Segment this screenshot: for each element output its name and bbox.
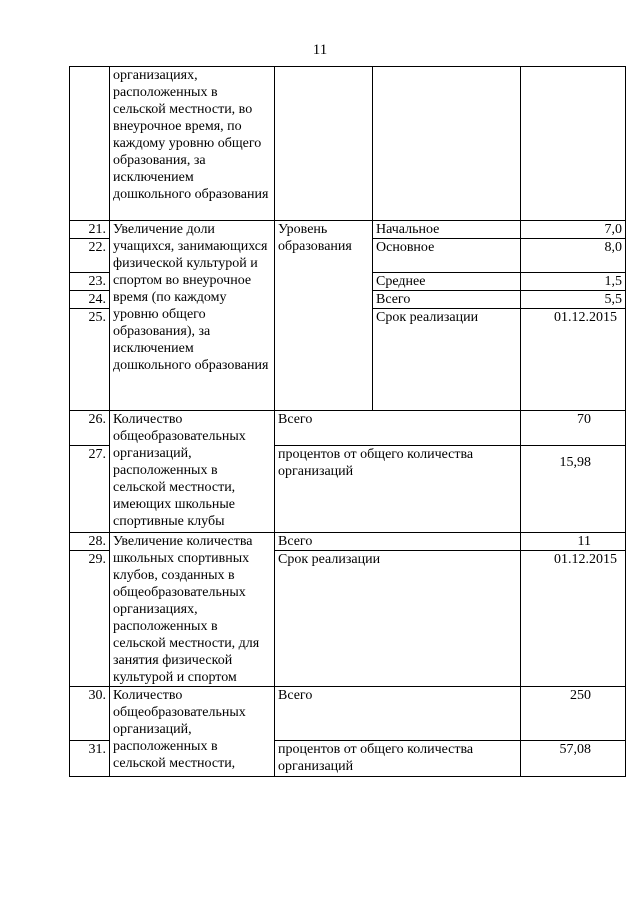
param-cell	[275, 67, 373, 221]
value-cell: 11	[521, 533, 626, 551]
label-cell: Основное	[373, 239, 521, 273]
table-row	[70, 67, 626, 221]
label-cell: процентов от общего количества организаций	[275, 446, 521, 533]
indicator-cell: Количество общеобразовательных организаций, расположенных в сельской местности,	[110, 687, 275, 777]
row-number: 24.	[70, 291, 110, 309]
row-number: 25.	[70, 309, 110, 411]
label-cell: Всего	[373, 291, 521, 309]
table-row	[70, 687, 626, 741]
value-cell: 8,0	[521, 239, 626, 273]
value-cell: 70	[521, 411, 626, 446]
table-row	[70, 411, 626, 446]
value-cell: 250	[521, 687, 626, 741]
value-cell: 1,5	[521, 273, 626, 291]
indicator-cell: Увеличение количества школьных спортивных клубов, созданных в общеобразовательных организациях, расположенных в сельской местности, для занятия физической культурой и спортом	[110, 533, 275, 687]
table-row	[70, 533, 626, 551]
label-cell	[373, 67, 521, 221]
row-number: 22.	[70, 239, 110, 273]
value-cell: 01.12.2015	[521, 309, 626, 411]
label-cell: Всего	[275, 687, 521, 741]
row-number: 26.	[70, 411, 110, 446]
row-number: 29.	[70, 551, 110, 687]
label-cell: Срок реализации	[275, 551, 521, 687]
row-number: 31.	[70, 741, 110, 777]
value-cell: 5,5	[521, 291, 626, 309]
label-cell: Срок реализации	[373, 309, 521, 411]
value-cell: 7,0	[521, 221, 626, 239]
label-cell: Всего	[275, 533, 521, 551]
value-cell: 01.12.2015	[521, 551, 626, 687]
table-row	[70, 221, 626, 239]
row-number: 28.	[70, 533, 110, 551]
indicator-cell: Количество общеобразовательных организаций, расположенных в сельской местности, имеющих школьные спортивные клубы	[110, 411, 275, 533]
indicators-table	[69, 66, 626, 777]
row-number-cell	[70, 67, 110, 221]
label-cell: Среднее	[373, 273, 521, 291]
indicator-cell: организациях, расположенных в сельской местности, во внеурочное время, по каждому уровню общего образования, за исключением дошкольного образования	[110, 67, 275, 221]
row-number: 27.	[70, 446, 110, 533]
label-cell: Начальное	[373, 221, 521, 239]
value-cell: 15,98	[521, 446, 626, 533]
indicator-cell: Увеличение доли учащихся, занимающихся физической культурой и спортом во внеурочное время (по каждому уровню общего образования), за исключением дошкольного образования	[110, 221, 275, 411]
page-number: 11	[312, 42, 328, 58]
row-number: 21.	[70, 221, 110, 239]
param-cell: Уровень образования	[275, 221, 373, 411]
row-number: 30.	[70, 687, 110, 741]
label-cell: процентов от общего количества организаций	[275, 741, 521, 777]
row-number: 23.	[70, 273, 110, 291]
value-cell	[521, 67, 626, 221]
value-cell: 57,08	[521, 741, 626, 777]
label-cell: Всего	[275, 411, 521, 446]
